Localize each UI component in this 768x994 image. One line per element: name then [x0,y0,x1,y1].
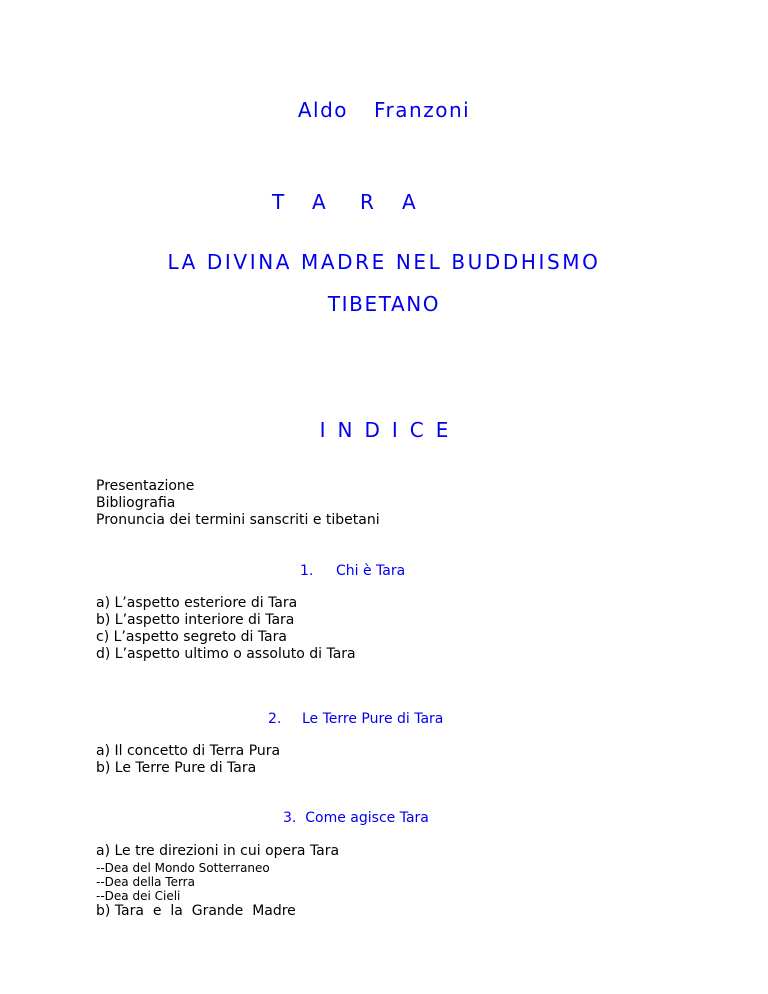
intro-list [96,478,380,529]
list-item: a) L’aspetto esteriore di Tara [96,595,298,611]
section-3-heading: 3. Come agisce Tara [283,810,429,826]
section-3-sublist [96,861,270,903]
author-last-name: Franzoni [374,98,471,122]
title-letter: T [272,190,285,214]
list-item: b) L’aspetto interiore di Tara [96,612,295,628]
title-letter: A [402,190,416,214]
section-1-title: Chi è Tara [336,563,406,579]
index-heading: INDICE [319,418,461,442]
section-2-title: Le Terre Pure di Tara [302,711,444,727]
author-first-name: Aldo [297,98,348,122]
list-item: Bibliografia [96,495,176,511]
section-2-number: 2. [268,711,282,727]
title-letter: A [312,190,326,214]
subtitle-line-1: LA DIVINA MADRE NEL BUDDHISMO [167,250,601,274]
list-item: Presentazione [96,478,195,494]
list-item: --Dea della Terra [96,875,195,889]
list-item: Pronuncia dei termini sanscriti e tibetani [96,512,380,528]
section-3-item-b: b) Tara e la Grande Madre [96,903,296,919]
list-item: b) Le Terre Pure di Tara [96,760,257,776]
section-3-item-a: a) Le tre direzioni in cui opera Tara [96,843,340,859]
list-item: d) L’aspetto ultimo o assoluto di Tara [96,646,356,662]
list-item: a) Il concetto di Terra Pura [96,743,281,759]
section-2-list [96,743,280,777]
list-item: --Dea del Mondo Sotterraneo [96,861,270,875]
subtitle-line-2: TIBETANO [327,292,441,316]
author-name [0,98,768,122]
title-letter: R [360,190,374,214]
list-item: c) L’aspetto segreto di Tara [96,629,287,645]
list-item: --Dea dei Cieli [96,889,181,903]
section-1-number: 1. [300,563,314,579]
section-1-list [96,595,356,663]
